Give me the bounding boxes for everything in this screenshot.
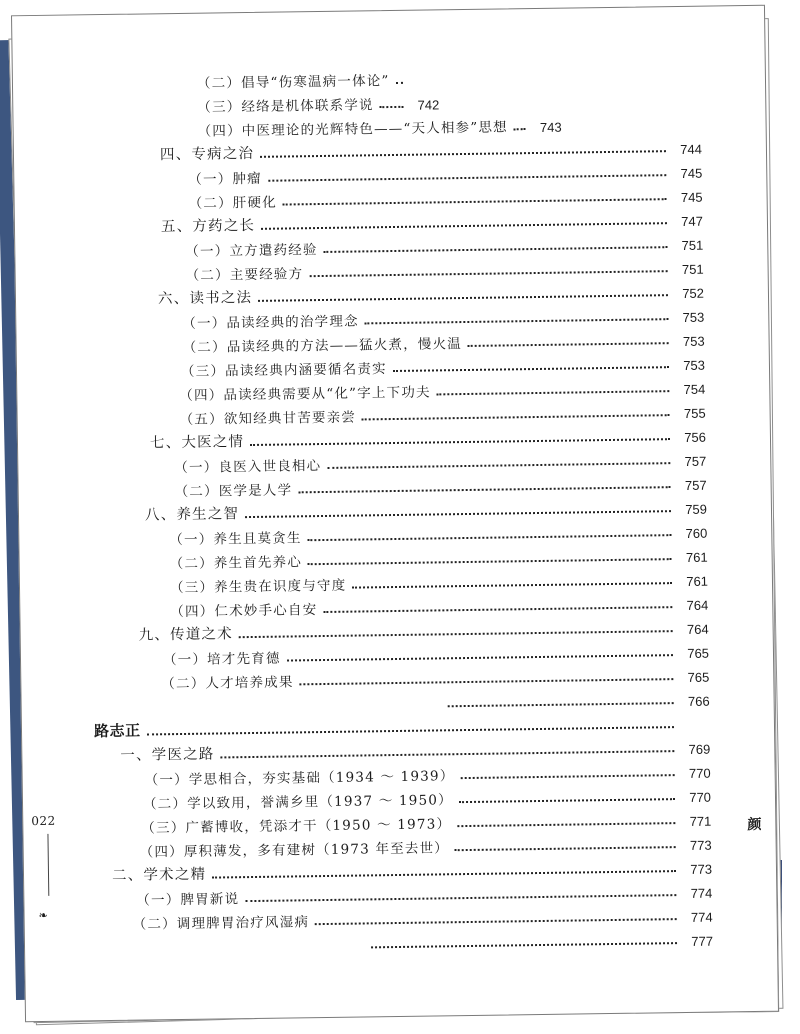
toc-page-number: 751 bbox=[681, 261, 704, 277]
toc-page-number: 774 bbox=[690, 909, 713, 925]
toc-dot-leader bbox=[327, 461, 670, 469]
toc-page-number: 774 bbox=[690, 885, 713, 901]
toc-entry-title: 七、大医之情 bbox=[149, 434, 245, 452]
toc-dot-leader bbox=[393, 365, 669, 372]
toc-entry-title: （一）立方遣药经验 bbox=[185, 242, 318, 260]
toc-page-number: 743 bbox=[539, 119, 562, 135]
toc-page-number: 761 bbox=[685, 549, 708, 565]
toc-entry-title: （二）品读经典的方法——猛火煮，慢火温 bbox=[182, 336, 463, 356]
toc-page-number: 777 bbox=[691, 933, 714, 949]
toc-page-number: 756 bbox=[684, 429, 707, 445]
toc-entry-title: 四、专病之治 bbox=[159, 145, 255, 164]
toc-entry-title: （二）调理脾胃治疗风湿病 bbox=[132, 914, 310, 933]
toc-entry-title: 一、学医之路 bbox=[120, 746, 215, 764]
toc-entry-title: （二）主要经验方 bbox=[185, 266, 304, 284]
toc-dot-leader bbox=[323, 605, 672, 613]
toc-page-number: 770 bbox=[688, 765, 711, 781]
toc-entry-title: （三）品读经典内涵要循名责实 bbox=[180, 361, 387, 380]
toc-entry-title: （一）品读经典的治学理念 bbox=[182, 313, 359, 332]
toc-page-number: 757 bbox=[684, 477, 707, 493]
toc-page-number: 752 bbox=[682, 285, 705, 301]
toc-page-number: 773 bbox=[689, 837, 712, 853]
toc-entry-title: （四）品读经典需要从“化”字上下功夫 bbox=[179, 384, 431, 404]
toc-dot-leader bbox=[147, 725, 674, 735]
running-head: 颜 bbox=[747, 816, 762, 834]
toc-dot-leader bbox=[380, 105, 404, 108]
toc-entry-title: （四）中医理论的光辉特色——“天人相参”思想 bbox=[197, 119, 508, 140]
folio-rule bbox=[47, 834, 49, 896]
toc-entry-title: 八、养生之智 bbox=[144, 506, 240, 524]
toc-entry-title: 九、传道之术 bbox=[138, 626, 233, 644]
toc-entry-title: （一）良医入世良相心 bbox=[174, 458, 322, 477]
toc-page-number: 744 bbox=[680, 141, 703, 157]
toc-page-number: 760 bbox=[685, 525, 708, 541]
toc-page-number: 757 bbox=[684, 453, 707, 469]
toc-dot-leader bbox=[365, 317, 669, 324]
toc-page-number: 751 bbox=[681, 237, 704, 253]
toc-dot-leader bbox=[362, 413, 670, 420]
toc-page bbox=[11, 5, 779, 1022]
toc-entry-title: （一）学思相合，夯实基础（1934 ～ 1939） bbox=[144, 768, 455, 789]
toc-dot-leader bbox=[455, 845, 676, 851]
toc-dot-leader bbox=[221, 749, 675, 758]
toc-entry[interactable] bbox=[197, 66, 439, 91]
toc-page-number: 771 bbox=[689, 813, 712, 829]
toc-entry[interactable] bbox=[197, 113, 561, 140]
toc-page-number: 765 bbox=[687, 645, 710, 661]
toc-entry-title: （二）肝硬化 bbox=[188, 194, 277, 212]
toc-entry-title: 六、读书之法 bbox=[157, 289, 253, 308]
toc-dot-leader bbox=[460, 773, 674, 779]
toc-page-number: 764 bbox=[686, 597, 709, 613]
toc-entry-title: （二）医学是人学 bbox=[174, 482, 293, 501]
toc-entry-title: （一）肿瘤 bbox=[188, 170, 262, 188]
toc-page-number: 764 bbox=[686, 621, 709, 637]
toc-page-number: 747 bbox=[681, 213, 704, 229]
toc-entry-title: （五）欲知经典甘苦要亲尝 bbox=[179, 409, 357, 428]
toc-entry-title: （三）广蓄博收，凭添才干（1950 ～ 1973） bbox=[141, 816, 452, 837]
toc-page-number: 754 bbox=[683, 381, 706, 397]
toc-dot-leader bbox=[457, 821, 675, 827]
toc-page-number: 753 bbox=[682, 333, 705, 349]
toc-entry-title: （三）养生贵在识度与守度 bbox=[169, 577, 347, 597]
toc-dot-leader bbox=[308, 533, 672, 541]
toc-dot-leader bbox=[258, 293, 668, 302]
toc-page-number: 769 bbox=[688, 741, 711, 757]
toc-dot-leader bbox=[250, 437, 670, 446]
toc-page-number: 753 bbox=[683, 357, 706, 373]
toc-entry-title: （一）脾胃新说 bbox=[136, 891, 240, 909]
toc-entry-title: 路志正 bbox=[93, 721, 141, 741]
toc-dot-leader bbox=[261, 221, 667, 230]
toc-entry[interactable] bbox=[365, 927, 713, 954]
toc-dot-leader bbox=[308, 557, 672, 565]
toc-entry-title: （一）养生且莫贪生 bbox=[169, 530, 302, 549]
toc-dot-leader bbox=[300, 677, 674, 685]
toc-entry-title: （二）养生首先养心 bbox=[169, 554, 303, 573]
toc-entry[interactable] bbox=[441, 687, 709, 713]
toc-entry-title: （四）仁术妙手心自安 bbox=[170, 602, 318, 621]
toc-dot-leader bbox=[245, 893, 676, 902]
toc-dot-leader bbox=[352, 581, 672, 588]
toc-dot-leader bbox=[315, 917, 677, 925]
toc-page-number: 745 bbox=[680, 189, 703, 205]
toc-page-number: 773 bbox=[690, 861, 713, 877]
toc-dot-leader bbox=[514, 127, 526, 130]
toc-dot-leader bbox=[260, 149, 666, 158]
toc-entry-title: （四）厚积薄发，多有建树（1973 年至去世） bbox=[139, 840, 450, 861]
toc-entry-title: 五、方药之长 bbox=[160, 217, 256, 236]
toc-entry-title: （三）经络是机体联系学说 bbox=[197, 97, 374, 116]
toc-page-number: 745 bbox=[680, 165, 703, 181]
toc-dot-leader bbox=[324, 245, 668, 253]
toc-page-number: 755 bbox=[683, 405, 706, 421]
toc-dot-leader bbox=[448, 701, 674, 707]
toc-dot-leader bbox=[396, 81, 403, 84]
toc-dot-leader bbox=[283, 197, 667, 205]
toc-page-number: 766 bbox=[687, 693, 710, 709]
toc-page-number: 765 bbox=[687, 669, 710, 685]
toc-page-number: 759 bbox=[685, 501, 708, 517]
toc-entry-title: 二、学术之精 bbox=[111, 866, 207, 884]
toc-dot-leader bbox=[459, 797, 675, 803]
toc-entry-title: （一）培才先育德 bbox=[162, 650, 281, 669]
toc-dot-leader bbox=[212, 869, 676, 878]
toc-dot-leader bbox=[239, 629, 673, 638]
toc-dot-leader bbox=[437, 389, 670, 395]
toc-page-number: 753 bbox=[682, 309, 705, 325]
toc-page-number: 761 bbox=[686, 573, 709, 589]
toc-page-number: 770 bbox=[689, 789, 712, 805]
toc-dot-leader bbox=[309, 269, 667, 277]
toc-dot-leader bbox=[468, 341, 669, 347]
page-folio: 022 bbox=[31, 813, 56, 829]
toc-dot-leader bbox=[268, 173, 667, 182]
toc-entry-title: （二）倡导“伤寒温病一体论” bbox=[196, 73, 390, 92]
toc-dot-leader bbox=[287, 653, 673, 661]
toc-dot-leader bbox=[371, 941, 677, 948]
toc-page-number: 742 bbox=[417, 97, 440, 113]
toc-entry-title: （二）人才培养成果 bbox=[161, 674, 294, 693]
toc-entry[interactable] bbox=[197, 90, 439, 115]
toc-entry-title: （二）学以致用，誉满乡里（1937 ～ 1950） bbox=[142, 792, 453, 813]
toc-dot-leader bbox=[298, 485, 670, 493]
folio-ornament-icon: ❧ bbox=[38, 908, 48, 923]
toc-dot-leader bbox=[245, 509, 671, 518]
